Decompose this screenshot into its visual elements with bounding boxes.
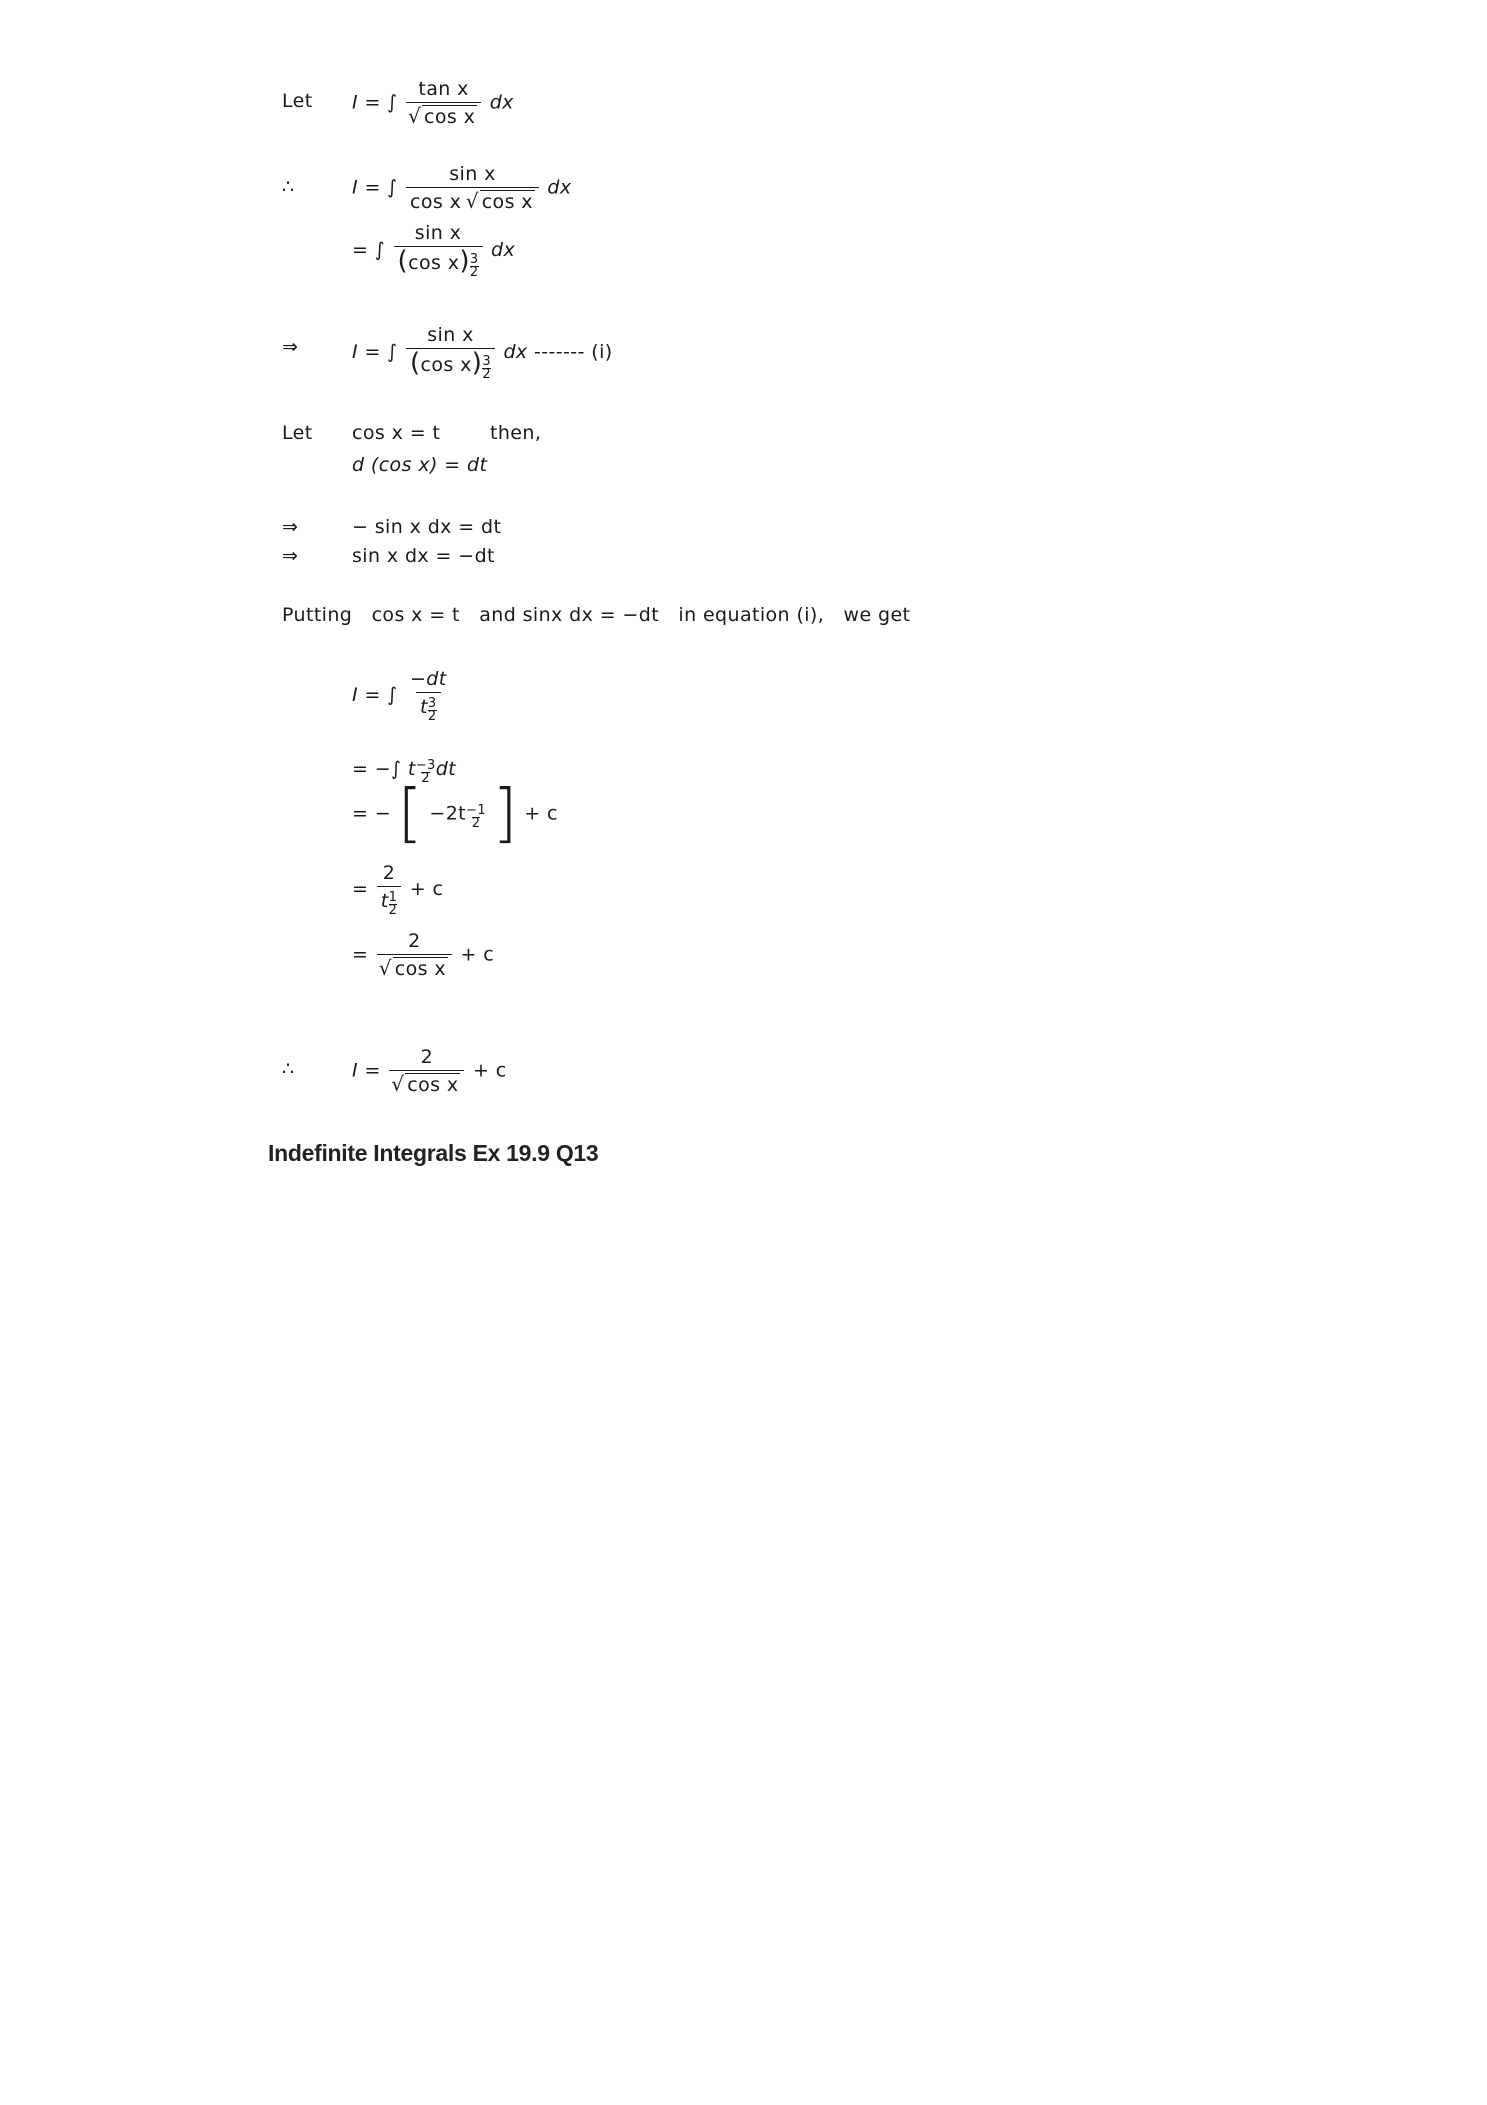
fraction-two-over-sqrt-cos — [377, 930, 452, 980]
denominator-t-half: t $\frac{1}{2}$ — [377, 886, 402, 917]
exponent-three-halves-10: $\frac{3}{2}$ — [427, 696, 437, 724]
cos-x-base-4: cos x — [420, 354, 472, 376]
dx-3: dx — [491, 239, 516, 261]
exponent-three-halves-4: $\frac{3}{2}$ — [482, 354, 492, 382]
fraction-neg-dt-over-t-pow — [406, 668, 451, 723]
eq-sign-14: = — [352, 943, 369, 966]
eq-sin-over-cos-pow — [352, 222, 515, 279]
fraction-two-over-t-half — [377, 862, 402, 917]
denominator-sqrt-cos — [406, 102, 481, 128]
denominator-sqrt-cos-14: √ cos x — [377, 954, 452, 980]
numerator-two-14: 2 — [408, 930, 421, 952]
integral-sign: ∫ — [387, 91, 398, 114]
integral-sign-3: ∫ — [374, 239, 386, 261]
putting-line: Putting cos x = t and sinx dx = −dt in equation (i), we get — [282, 604, 911, 626]
plus-c-final: + c — [472, 1059, 507, 1082]
i-eq-2: I = — [352, 176, 381, 199]
fraction-tan-over-sqrt-cos — [406, 78, 481, 128]
dx-1: dx — [489, 91, 514, 114]
label-putting: Putting — [282, 604, 353, 626]
substitution-cos-eq-t: cos x = t — [352, 422, 441, 444]
implies-3: ⇒ — [282, 545, 299, 567]
eq-neg-int-t-pow: = −∫ t $\frac{-3}{2}$ dt — [352, 758, 456, 786]
integral-sign-10: ∫ — [387, 684, 398, 706]
neg-2t: −2t — [429, 802, 467, 825]
plus-c-14: + c — [460, 943, 495, 966]
numerator-two-13: 2 — [382, 862, 396, 884]
cos-x-base-3: cos x — [408, 252, 460, 274]
equation-reference-i: ------- (i) — [534, 341, 613, 363]
numerator-sin-x-3: sin x — [414, 222, 462, 244]
eq-neg-sin-dx: − sin x dx = dt — [352, 516, 502, 538]
eq-sin-dx: sin x dx = −dt — [352, 545, 495, 567]
i-eq-4: I = — [352, 341, 381, 363]
eq-i — [352, 324, 613, 381]
label-let-1: Let — [282, 90, 313, 112]
cos-x-factor: cos x — [409, 191, 462, 213]
denominator-sqrt-cos-final: √ cos x — [389, 1070, 464, 1096]
fraction-sin-over-cos-sqrt-cos — [406, 163, 539, 213]
section-heading: Indefinite Integrals Ex 19.9 Q13 — [268, 1140, 599, 1166]
exponent-neg-three-halves: $\frac{-3}{2}$ — [415, 758, 436, 786]
i-eq: I = — [352, 91, 381, 114]
i-eq-10: I = — [352, 684, 381, 706]
therefore-1: ∴ — [282, 176, 295, 198]
exponent-neg-one-half: $\frac{-1}{2}$ — [466, 802, 487, 831]
eq-sign-3: = — [352, 239, 369, 261]
integral-sign-4: ∫ — [387, 341, 398, 363]
eq-sin-over-cos-sqrt — [352, 163, 572, 213]
eq-sign-13: = — [352, 878, 369, 900]
plus-c-12: + c — [524, 802, 558, 825]
eq-final — [352, 1046, 507, 1096]
exponent-three-halves: $\frac{3}{2}$ — [469, 252, 479, 280]
radicand-cos-x-2: cos x — [481, 191, 533, 213]
numerator-neg-dt: −dt — [409, 668, 447, 690]
fraction-sin-over-cos-pow-4 — [406, 324, 495, 381]
numerator-sin-x-4: sin x — [427, 324, 474, 346]
denominator-cos-sqrt-cos — [406, 187, 539, 213]
implies-1: ⇒ — [282, 336, 299, 358]
fraction-final — [389, 1046, 464, 1096]
differential-d-cos: d (cos x) = dt — [352, 454, 488, 476]
eq-neg-dt-over-t — [352, 668, 453, 723]
implies-2: ⇒ — [282, 516, 299, 538]
numerator-sin-x: sin x — [449, 163, 496, 185]
eq-two-over-sqrt-cos — [352, 930, 494, 980]
denominator-t-pow: t $\frac{3}{2}$ — [416, 692, 441, 723]
denominator-cos-pow: (cos x) $\frac{3}{2}$ — [394, 246, 483, 279]
eq-neg-11: = − — [352, 758, 392, 780]
putting-cos-eq-t: cos x = t — [371, 604, 460, 626]
denominator-cos-pow-4: (cos x) $\frac{3}{2}$ — [406, 348, 495, 381]
label-in-equation: in equation — [678, 604, 790, 626]
integral-sign-2: ∫ — [387, 176, 398, 199]
eq-neg-12: = − — [352, 802, 392, 825]
numerator-tan-x: tan x — [418, 78, 469, 100]
label-then: then, — [490, 422, 542, 444]
dx-4: dx — [503, 341, 528, 363]
label-we-get: we get — [843, 604, 911, 626]
dx-2: dx — [547, 176, 572, 199]
putting-sinx-dx: sinx dx = −dt — [522, 604, 660, 626]
i-eq-final: I = — [352, 1059, 381, 1082]
ref-i: (i) — [796, 604, 818, 626]
therefore-2: ∴ — [282, 1058, 295, 1080]
label-let-2: Let — [282, 422, 313, 444]
eq-two-over-t-half — [352, 862, 443, 917]
eq-definition — [352, 78, 514, 128]
radicand-cos-x: cos x — [423, 106, 476, 128]
fraction-sin-over-cos-pow — [394, 222, 483, 279]
numerator-two-final: 2 — [420, 1046, 434, 1068]
plus-c-13: + c — [409, 878, 444, 900]
eq-bracket-result: = − [ −2t $\frac{-1}{2}$ ] + c — [352, 777, 558, 851]
label-and: and — [479, 604, 517, 626]
exponent-one-half: $\frac{1}{2}$ — [388, 890, 398, 918]
